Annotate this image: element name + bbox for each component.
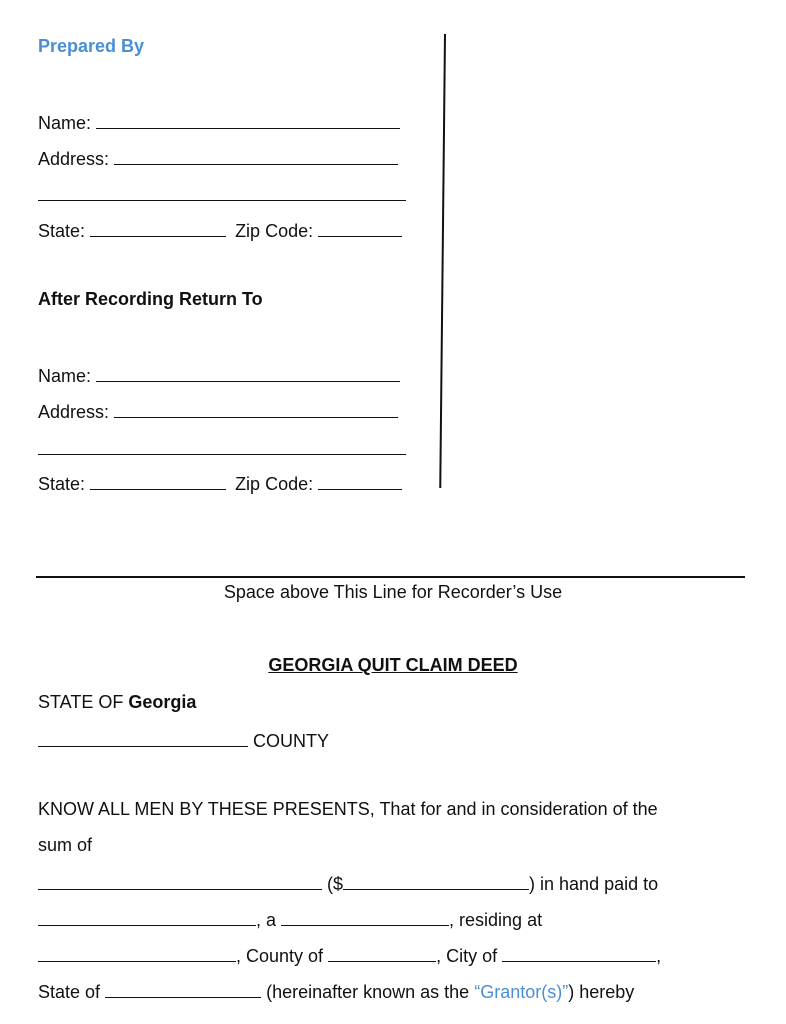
state-of-label: State of [38, 982, 101, 1002]
prepared-address-field[interactable] [114, 146, 398, 165]
address-row [38, 943, 661, 967]
return-zip-field[interactable] [318, 471, 402, 490]
prepared-name-label: Name: [38, 113, 92, 133]
hereinafter-text: (hereinafter known as the [266, 982, 470, 1002]
prepared-address-row [38, 146, 398, 170]
return-name-field[interactable] [96, 363, 400, 382]
a-text: , a [256, 910, 277, 930]
return-to-heading: After Recording Return To [38, 289, 263, 309]
vertical-divider [439, 34, 446, 488]
grantor-term: “Grantor(s)” [474, 982, 569, 1002]
prepared-by-heading: Prepared By [38, 36, 145, 56]
in-hand-paid-to: ) in hand paid to [529, 874, 659, 894]
return-state-zip-row [38, 471, 402, 495]
state-of-row [38, 692, 196, 713]
prepared-zip-label: Zip Code: [235, 221, 314, 241]
consideration-text-line2: sum of [38, 835, 93, 855]
prepared-zip-field[interactable] [318, 218, 402, 237]
recorder-divider [36, 576, 745, 578]
recorder-note: Space above This Line for Recorder’s Use [223, 582, 563, 602]
prepared-address-label: Address: [38, 149, 110, 169]
state-name: Georgia [128, 692, 197, 712]
dollar-open: ($ [327, 874, 344, 894]
consideration-text-line1: KNOW ALL MEN BY THESE PRESENTS, That for and in consideration of the [38, 799, 658, 819]
county-of: , County of [236, 946, 324, 966]
return-address-line2-field[interactable] [38, 436, 406, 455]
deed-title: GEORGIA QUIT CLAIM DEED [268, 655, 518, 675]
grantor-county-field[interactable] [328, 943, 436, 962]
prepared-state-label: State: [38, 221, 86, 241]
grantor-name-field[interactable] [38, 907, 256, 926]
prepared-state-field[interactable] [90, 218, 226, 237]
return-state-label: State: [38, 474, 86, 494]
residing-at: , residing at [449, 910, 543, 930]
amount-row [38, 871, 658, 895]
return-address-row [38, 399, 398, 423]
state-grantor-row [38, 979, 634, 1003]
trailing-comma: , [656, 946, 662, 966]
return-address-field[interactable] [114, 399, 398, 418]
prepared-name-field[interactable] [96, 110, 400, 129]
amount-number-field[interactable] [343, 871, 529, 890]
prepared-state-zip-row [38, 218, 402, 242]
county-label: COUNTY [253, 731, 330, 751]
amount-words-field[interactable] [38, 871, 322, 890]
grantor-city-field[interactable] [502, 943, 656, 962]
city-of: , City of [436, 946, 498, 966]
return-address-label: Address: [38, 402, 110, 422]
return-name-label: Name: [38, 366, 92, 386]
state-of-prefix: STATE OF [38, 692, 124, 712]
hereby-text: ) hereby [568, 982, 635, 1002]
grantor-state-field[interactable] [105, 979, 261, 998]
grantor-address-field[interactable] [38, 943, 236, 962]
return-state-field[interactable] [90, 471, 226, 490]
prepared-address-line2-field[interactable] [38, 182, 406, 201]
grantor-row [38, 907, 542, 931]
return-zip-label: Zip Code: [235, 474, 314, 494]
prepared-name-row [38, 110, 400, 134]
county-field[interactable] [38, 728, 248, 747]
county-row [38, 728, 329, 752]
return-name-row [38, 363, 400, 387]
grantor-status-field[interactable] [281, 907, 449, 926]
